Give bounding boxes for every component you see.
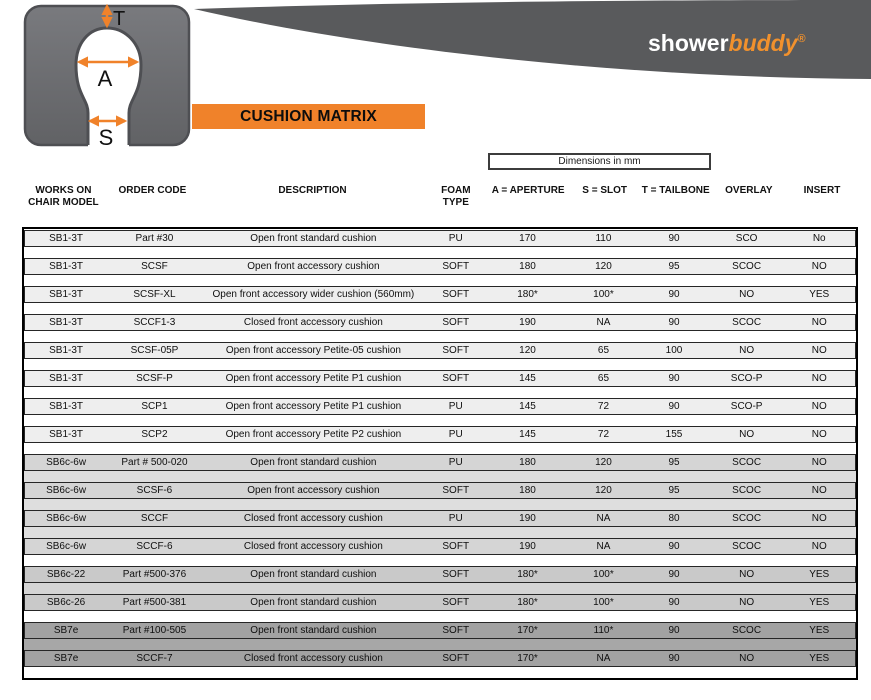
table-cell: NO: [739, 653, 755, 664]
table-cell: SB1-3T: [49, 261, 84, 272]
table-row: [24, 258, 856, 275]
table-cell: 155: [665, 429, 683, 440]
table-cell: 110*: [593, 625, 614, 636]
table-cell: YES: [809, 289, 830, 300]
table-cell: Open front accessory Petite P2 cushion: [225, 429, 402, 440]
table-cell: NO: [811, 429, 827, 440]
table-cell: 90: [668, 541, 680, 552]
table-cell: 100: [665, 345, 683, 356]
column-header: INSERT: [803, 185, 841, 196]
column-header: OVERLAY: [725, 185, 773, 196]
cushion-diagram: [0, 0, 215, 160]
table-cell: SCSF-P: [136, 373, 173, 384]
table-cell: PU: [448, 401, 463, 412]
table-cell: SCO: [735, 233, 758, 244]
table-cell: SCOC: [732, 541, 762, 552]
table-cell: 90: [668, 569, 680, 580]
table-row: [24, 230, 856, 247]
table-cell: 95: [668, 261, 680, 272]
column-header: FOAM TYPE: [441, 185, 471, 208]
table-cell: 80: [668, 513, 680, 524]
table-cell: SCCF-6: [136, 541, 173, 552]
table-row: [24, 650, 856, 667]
table-row: [24, 622, 856, 639]
table-cell: 190: [519, 317, 536, 328]
column-header: ORDER CODE: [118, 185, 187, 196]
table-cell: SB7e: [53, 625, 79, 636]
table-cell: 180: [519, 261, 536, 272]
table-cell: Closed front accessory cushion: [243, 317, 383, 328]
table-cell: SOFT: [442, 373, 470, 384]
table-row: [24, 566, 856, 583]
table-cell: 180*: [517, 569, 538, 580]
table-cell: Closed front accessory cushion: [243, 653, 383, 664]
table-cell: 190: [519, 513, 536, 524]
table-section-sb7e: [24, 622, 856, 667]
table-cell: NO: [739, 597, 755, 608]
table-cell: NO: [739, 569, 755, 580]
table-cell: SCSF-6: [136, 485, 173, 496]
table-cell: NO: [811, 485, 827, 496]
column-header: T = TAILBONE: [641, 185, 710, 196]
table-cell: SB7e: [53, 653, 79, 664]
table-cell: Part #500-376: [122, 569, 187, 580]
table-cell: SB6c-6w: [46, 457, 87, 468]
table-cell: SCSF-XL: [133, 289, 176, 300]
table-cell: SB6c-22: [46, 569, 86, 580]
table-cell: Part #500-381: [122, 597, 187, 608]
table-cell: SB1-3T: [49, 429, 84, 440]
table-cell: 120: [519, 345, 536, 356]
table-cell: 120: [595, 457, 612, 468]
table-cell: NO: [811, 261, 827, 272]
table-cell: SCSF-05P: [130, 345, 179, 356]
dimensions-note: Dimensions in mm: [488, 153, 711, 170]
table-row: [24, 538, 856, 555]
table-cell: Open front standard cushion: [250, 597, 377, 608]
table-cell: SOFT: [442, 541, 470, 552]
table-cell: SB1-3T: [49, 317, 84, 328]
table-cell: 100*: [593, 289, 614, 300]
table-cell: NO: [739, 289, 755, 300]
table-cell: YES: [809, 653, 830, 664]
table-cell: SB1-3T: [49, 401, 84, 412]
table-row: [24, 286, 856, 303]
table-cell: 180: [519, 457, 536, 468]
table-cell: Closed front accessory cushion: [243, 541, 383, 552]
table-cell: SOFT: [442, 597, 470, 608]
table-cell: SOFT: [442, 569, 470, 580]
table-cell: 90: [668, 233, 680, 244]
table-cell: SCP2: [141, 429, 168, 440]
table-cell: Open front accessory wider cushion (560mm): [212, 289, 415, 300]
table-cell: SOFT: [442, 625, 470, 636]
table-cell: 65: [597, 373, 610, 384]
slot-label: S: [98, 125, 114, 150]
table-cell: Part #100-505: [122, 625, 187, 636]
table-cell: NO: [739, 429, 755, 440]
table-cell: SCOC: [732, 317, 762, 328]
table-cell: NO: [811, 345, 827, 356]
table-cell: SOFT: [442, 261, 470, 272]
table-cell: 65: [597, 345, 610, 356]
table-cell: 90: [668, 597, 680, 608]
table-cell: NO: [811, 401, 827, 412]
table-cell: 120: [595, 485, 612, 496]
table-row: [24, 594, 856, 611]
table-cell: SB6c-6w: [46, 485, 87, 496]
table-section-sb6c-6w: [24, 454, 856, 555]
table-header: [22, 185, 858, 209]
table-cell: 95: [668, 457, 680, 468]
table-cell: SCOC: [732, 261, 762, 272]
table-cell: 90: [668, 289, 680, 300]
table-cell: NO: [811, 317, 827, 328]
table-cell: PU: [448, 513, 463, 524]
table-cell: Closed front accessory cushion: [243, 513, 383, 524]
table-cell: 145: [519, 373, 536, 384]
table-cell: 90: [668, 625, 680, 636]
table-cell: NA: [596, 653, 611, 664]
table-row: [24, 510, 856, 527]
table-cell: Open front accessory cushion: [247, 485, 380, 496]
table-row: [24, 482, 856, 499]
table-cell: 180: [519, 485, 536, 496]
table-cell: 90: [668, 653, 680, 664]
table-cell: NO: [739, 345, 755, 356]
table-cell: 180*: [517, 289, 538, 300]
table-row: [24, 314, 856, 331]
table-cell: SOFT: [442, 653, 470, 664]
table-section-sb6c-22-26: [24, 566, 856, 611]
table-cell: 100*: [593, 597, 614, 608]
table-cell: SCOC: [732, 513, 762, 524]
logo-shower: shower: [648, 30, 729, 56]
table-cell: 190: [519, 541, 536, 552]
cushion-matrix-table: [22, 227, 858, 680]
table-cell: 90: [668, 317, 680, 328]
column-header: S = SLOT: [582, 185, 627, 196]
table-cell: SCSF: [141, 261, 168, 272]
table-cell: NO: [811, 457, 827, 468]
table-row: [24, 398, 856, 415]
table-cell: SCCF-7: [136, 653, 173, 664]
table-cell: Open front accessory Petite P1 cushion: [225, 401, 402, 412]
table-cell: 72: [597, 429, 610, 440]
table-cell: YES: [809, 625, 830, 636]
column-header: DESCRIPTION: [278, 185, 347, 196]
table-cell: NA: [596, 317, 611, 328]
table-cell: No: [812, 233, 826, 244]
table-cell: 145: [519, 401, 536, 412]
table-cell: SB1-3T: [49, 373, 84, 384]
table-cell: Part #30: [135, 233, 174, 244]
table-cell: SOFT: [442, 485, 470, 496]
table-cell: SCP1: [141, 401, 168, 412]
table-cell: SCOC: [732, 457, 762, 468]
column-header: A = APERTURE: [491, 185, 565, 196]
table-cell: 90: [668, 373, 680, 384]
table-cell: SOFT: [442, 345, 470, 356]
table-row: [24, 454, 856, 471]
table-cell: SCOC: [732, 625, 762, 636]
table-cell: 145: [519, 429, 536, 440]
table-cell: 170*: [517, 625, 538, 636]
tailbone-label: T: [113, 8, 126, 30]
table-cell: SB1-3T: [49, 233, 84, 244]
table-cell: NA: [596, 541, 611, 552]
table-cell: 180*: [517, 597, 538, 608]
table-row: [24, 370, 856, 387]
table-cell: SCO-P: [730, 401, 763, 412]
table-cell: Open front standard cushion: [250, 625, 377, 636]
table-cell: NO: [811, 373, 827, 384]
table-cell: YES: [809, 597, 830, 608]
table-cell: PU: [448, 233, 463, 244]
table-cell: Open front accessory Petite-05 cushion: [225, 345, 401, 356]
table-cell: Open front accessory cushion: [247, 261, 380, 272]
table-cell: Open front accessory Petite P1 cushion: [225, 373, 402, 384]
table-cell: 95: [668, 485, 680, 496]
table-section-sb1-3t: [24, 230, 856, 443]
table-cell: 100*: [593, 569, 614, 580]
table-cell: SCOC: [732, 485, 762, 496]
table-cell: NO: [811, 513, 827, 524]
table-cell: Open front standard cushion: [250, 569, 377, 580]
table-cell: SOFT: [442, 289, 470, 300]
table-cell: 170*: [517, 653, 538, 664]
table-cell: NO: [811, 541, 827, 552]
table-cell: 90: [668, 401, 680, 412]
table-cell: Open front standard cushion: [250, 233, 377, 244]
brand-logo: [648, 30, 806, 57]
table-cell: PU: [448, 429, 463, 440]
table-cell: NA: [596, 513, 611, 524]
table-cell: Part # 500-020: [121, 457, 188, 468]
table-cell: 120: [595, 261, 612, 272]
registered-trademark-icon: ®: [797, 33, 806, 45]
table-cell: PU: [448, 457, 463, 468]
table-cell: 72: [597, 401, 610, 412]
table-cell: SOFT: [442, 317, 470, 328]
aperture-label: A: [97, 66, 113, 91]
page-title: CUSHION MATRIX: [192, 104, 425, 129]
table-cell: SB1-3T: [49, 345, 84, 356]
table-cell: YES: [809, 569, 830, 580]
table-cell: SB1-3T: [49, 289, 84, 300]
logo-buddy: buddy: [728, 30, 798, 56]
table-cell: SB6c-6w: [46, 513, 87, 524]
table-row: [24, 426, 856, 443]
table-cell: SCCF1-3: [133, 317, 176, 328]
table-cell: Open front standard cushion: [250, 457, 377, 468]
table-cell: SCCF: [140, 513, 169, 524]
table-cell: 110: [595, 233, 612, 244]
table-cell: 170: [519, 233, 536, 244]
table-cell: SCO-P: [730, 373, 763, 384]
column-header: WORKS ON CHAIR MODEL: [28, 185, 99, 208]
table-cell: SB6c-6w: [46, 541, 87, 552]
table-cell: SB6c-26: [46, 597, 86, 608]
table-row: [24, 342, 856, 359]
